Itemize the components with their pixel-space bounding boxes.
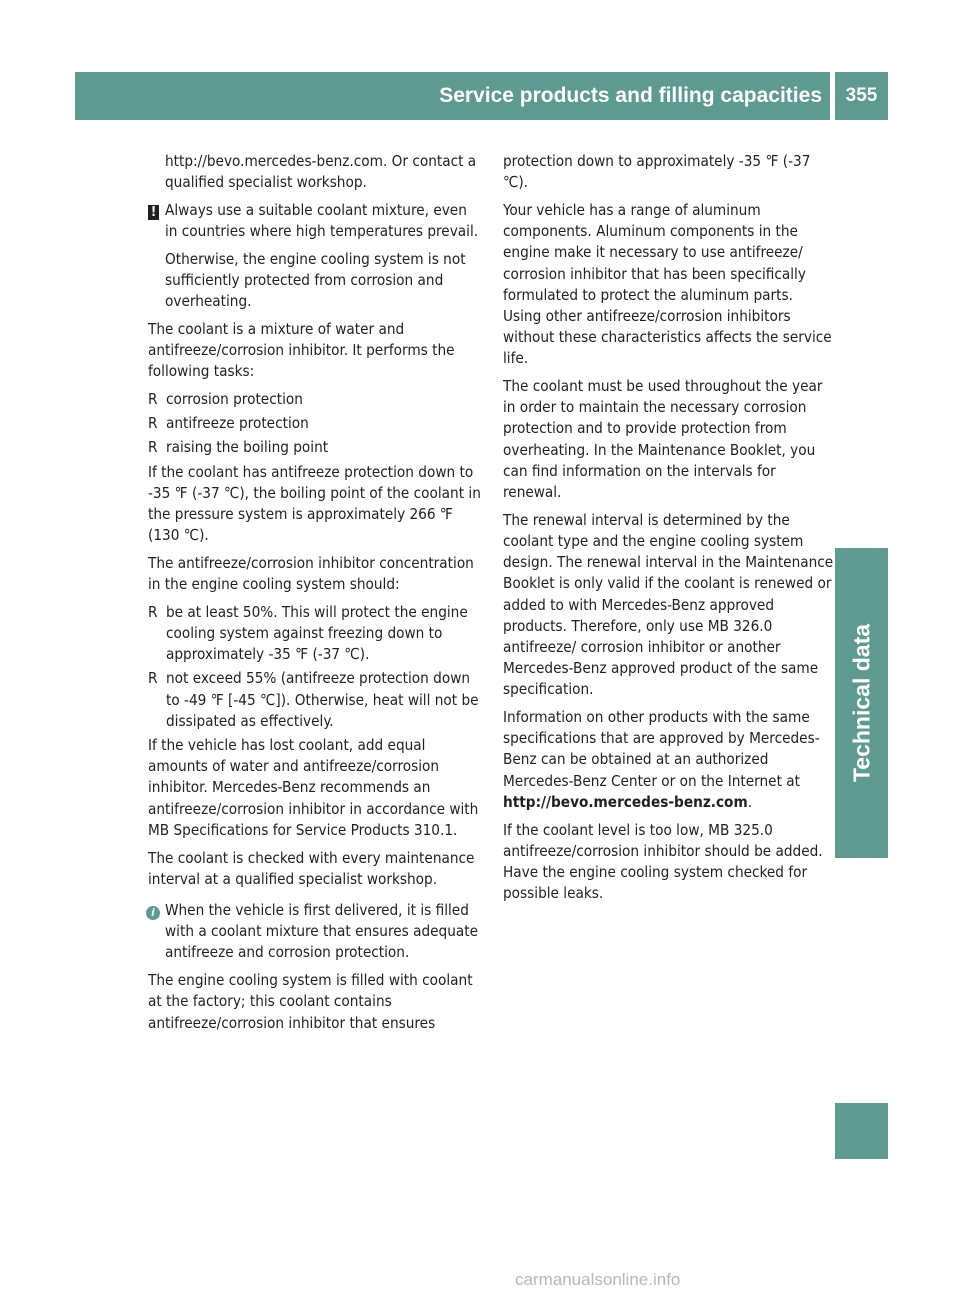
info-icon: i — [146, 906, 160, 920]
page-number: 355 — [835, 72, 888, 120]
info-text: When the vehicle is first delivered, it is filled with a coolant mixture that ensures adequate antifreeze and corrosion protection. — [165, 901, 479, 962]
left-column — [148, 151, 482, 1040]
side-thumb-marker — [835, 1103, 888, 1159]
page-title: Service products and filling capacities — [439, 84, 822, 107]
right-column — [503, 151, 835, 911]
info-paragraph — [148, 900, 482, 964]
bullet-icon: R — [148, 414, 158, 433]
list-item: R raising the boiling point — [148, 437, 482, 458]
paragraph: The antifreeze/corrosion inhibitor concentration in the engine cooling system should: — [148, 553, 474, 594]
paragraph: The renewal interval is determined by the coolant type and the engine cooling system design. The renewal interval in the Maintenance Booklet is only valid if the coolant is renewed or added to with Mercedes-Benz approved products. Therefore, only use MB 326.0 antifreeze/ corrosion inhibitor or another Mercedes-Benz approved product of the same specification. — [503, 510, 834, 699]
paragraph: The coolant must be used throughout the year in order to maintain the necessary corrosion protection and to provide protection from overheating. In the Maintenance Booklet, you can find information on the intervals for renewal. — [503, 377, 823, 502]
notice-text: Always use a suitable coolant mixture, even in countries where high temperatures prevail. — [165, 200, 479, 241]
side-tab-technical-data[interactable] — [835, 548, 888, 858]
paragraph: Information on other products with the same specifications that are approved by Mercedes-Benz can be obtained at an authorized Mercedes-Benz Center or on the Internet at http://bevo.mercedes-benz.com. — [503, 708, 820, 811]
warning-exclamation-icon: ! — [148, 205, 159, 220]
paragraph: The coolant is checked with every maintenance interval at a qualified specialist workshop. — [148, 848, 475, 888]
paragraph: If the coolant has antifreeze protection down to -35 ℉ (-37 ℃), the boiling point of the coolant in the pressure system is approximately 266 ℉ (130 ℃). — [148, 462, 481, 545]
paragraph: The engine cooling system is filled with coolant at the factory; this coolant contains antifreeze/corrosion inhibitor that ensures — [148, 971, 473, 1032]
notice-paragraph-continued: Otherwise, the engine cooling system is not sufficiently protected from corrosion and overheating. — [165, 249, 466, 311]
bevo-link[interactable]: http://bevo.mercedes-benz.com — [503, 792, 748, 811]
header-bar — [75, 72, 830, 120]
paragraph: protection down to approximately -35 ℉ (-37 ℃). — [503, 152, 811, 192]
paragraph: http://bevo.mercedes-benz.com. Or contact a qualified specialist workshop. — [165, 152, 477, 192]
paragraph: If the vehicle has lost coolant, add equal amounts of water and antifreeze/corrosion inhibitor. Mercedes-Benz recommends an antifreeze/corrosion inhibitor in accordance with MB Specifications for Service Products 310.1. — [148, 736, 479, 839]
notice-paragraph — [148, 200, 482, 242]
paragraph: If the coolant level is too low, MB 325.0 antifreeze/corrosion inhibitor should be added. Have the engine cooling system checked for possible leaks. — [503, 820, 823, 903]
bullet-icon: R — [148, 602, 158, 621]
list-item: R be at least 50%. This will protect the engine cooling system against freezing down to approximately -35 ℉ (-37 ℃). — [148, 602, 468, 664]
bullet-icon: R — [148, 438, 158, 457]
paragraph: The coolant is a mixture of water and antifreeze/corrosion inhibitor. It performs the following tasks: — [148, 319, 455, 381]
list-item: R corrosion protection — [148, 389, 482, 410]
paragraph: Your vehicle has a range of aluminum components. Aluminum components in the engine make it necessary to use antifreeze/ corrosion inhibitor that has been specifically formulated to protect the aluminum parts. Using other antifreeze/corrosion inhibitors without these characteristics affects the service life. — [503, 200, 832, 368]
list-item: R antifreeze protection — [148, 413, 482, 434]
side-tab-label: Technical data — [848, 623, 874, 783]
bullet-icon: R — [148, 669, 158, 688]
bullet-icon: R — [148, 390, 158, 409]
watermark: carmanualsonline.info — [515, 1270, 681, 1289]
list-item: R not exceed 55% (antifreeze protection down to -49 ℉ [-45 ℃]). Otherwise, heat will not be dissipated as effectively. — [148, 669, 479, 730]
